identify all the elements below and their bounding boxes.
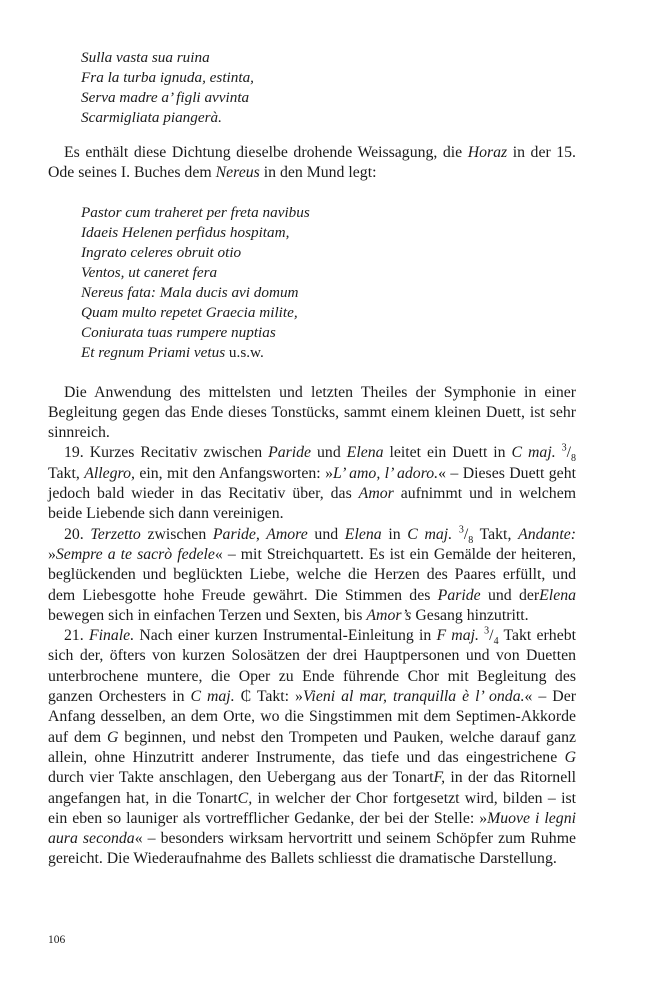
- verse-line: Sulla vasta sua ruina: [81, 49, 210, 66]
- paragraph-19: 19. Kurzes Recitativ zwischen Paride und Elena leitet ein Duett in C maj. $^3/_8$ Takt, Allegro, ein, mit den Anfangsworten: »L’ amo, l’ adoro.« – Dieses Duett geht jedoch bald wieder in das Recitativ über, das Amor aufnimmt und in welchem beide Liebende sich dann vereinigen.: [48, 443, 577, 523]
- page-number: 106: [48, 934, 66, 946]
- verse-line: Fra la turba ignuda, estinta,: [81, 69, 254, 86]
- paragraph-anwendung: Die Anwendung des mittelsten und letzten Theiles der Symphonie in einer Begleitung gegen das Ende dieses Tonstücks, sammt einem kleinen Duett, ist sehr sinnreich.: [48, 383, 576, 442]
- verse-line: Scarmigliata piangerà.: [81, 109, 222, 126]
- verse-block-latin: [81, 203, 576, 363]
- verse-line: Pastor cum traheret per freta navibus: [81, 203, 310, 221]
- verse-block-italian: [81, 48, 576, 128]
- verse-line: Serva madre a’ figli avvinta: [81, 89, 250, 106]
- verse-line: Idaeis Helenen perfidus hospitam,: [81, 223, 290, 241]
- paragraph-intro: Es enthält diese Dichtung dieselbe drohende Weissagung, die Horaz in der 15. Ode seines I. Buches dem Nereus in den Mund legt:: [48, 144, 576, 182]
- page-body: [48, 48, 576, 870]
- paragraph-21: 21. Finale. Nach einer kurzen Instrumental-Einleitung in F maj. $^3/_4$ Takt erhebt sich der, öfters von kurzen Solosätzen der drei Hauptpersonen und von Duetten unterbrochene muntere, die Oper zu Ende führende Chor mit Begleitung des ganzen Orchesters in C maj. ₵ Takt: »Vieni al mar, tranquilla è l’ onda.« – Der Anfang desselben, an dem Orte, wo die Singstimmen mit dem Septimen-Akkorde auf dem G beginnen, und nebst den Trompeten und Pauken, welche darauf ganz allein, ohne Hinzutritt anderer Instrumente, das tiefe und das eingestrichene G durch vier Takte anschlagen, den Uebergang aus der TonartF, in der das Ritornell angefangen hat, in die TonartC, in welcher der Chor fortgesetzt wird, bilden – ist ein eben so launiger als vortrefflicher Gedanke, der bei der Stelle: »Muove i legni aura seconda« – besonders wirksam hervortritt und seinem Schöpfer zum Ruhme gereicht. Die Wiederaufnahme des Ballets schliesst die dramatische Darstellung.: [48, 625, 576, 868]
- verse-line: Nereus fata: Mala ducis avi domum: [81, 283, 299, 301]
- verse-line: Et regnum Priami vetus u.s.w.: [81, 343, 264, 361]
- verse-line: Coniurata tuas rumpere nuptias: [81, 323, 276, 341]
- paragraph-20: 20. Terzetto zwischen Paride, Amore und Elena in C maj. $^3/_8$ Takt, Andante: »Sempre a te sacrò fedele« – mit Streichquartett. Es ist ein Gemälde der heiteren, beglückenden und beglückten Liebe, welche die Herzen des Paares erfüllt, und dem Liebesgotte hohe Freude gewährt. Die Stimmen des Paride und derElena bewegen sich in einfachen Terzen und Sexten, bis Amor’s Gesang hinzutritt.: [48, 524, 577, 624]
- verse-line: Quam multo repetet Graecia milite,: [81, 303, 298, 321]
- verse-line: Ingrato celeres obruit otio: [81, 243, 242, 261]
- verse-line: Ventos, ut caneret fera: [81, 263, 218, 281]
